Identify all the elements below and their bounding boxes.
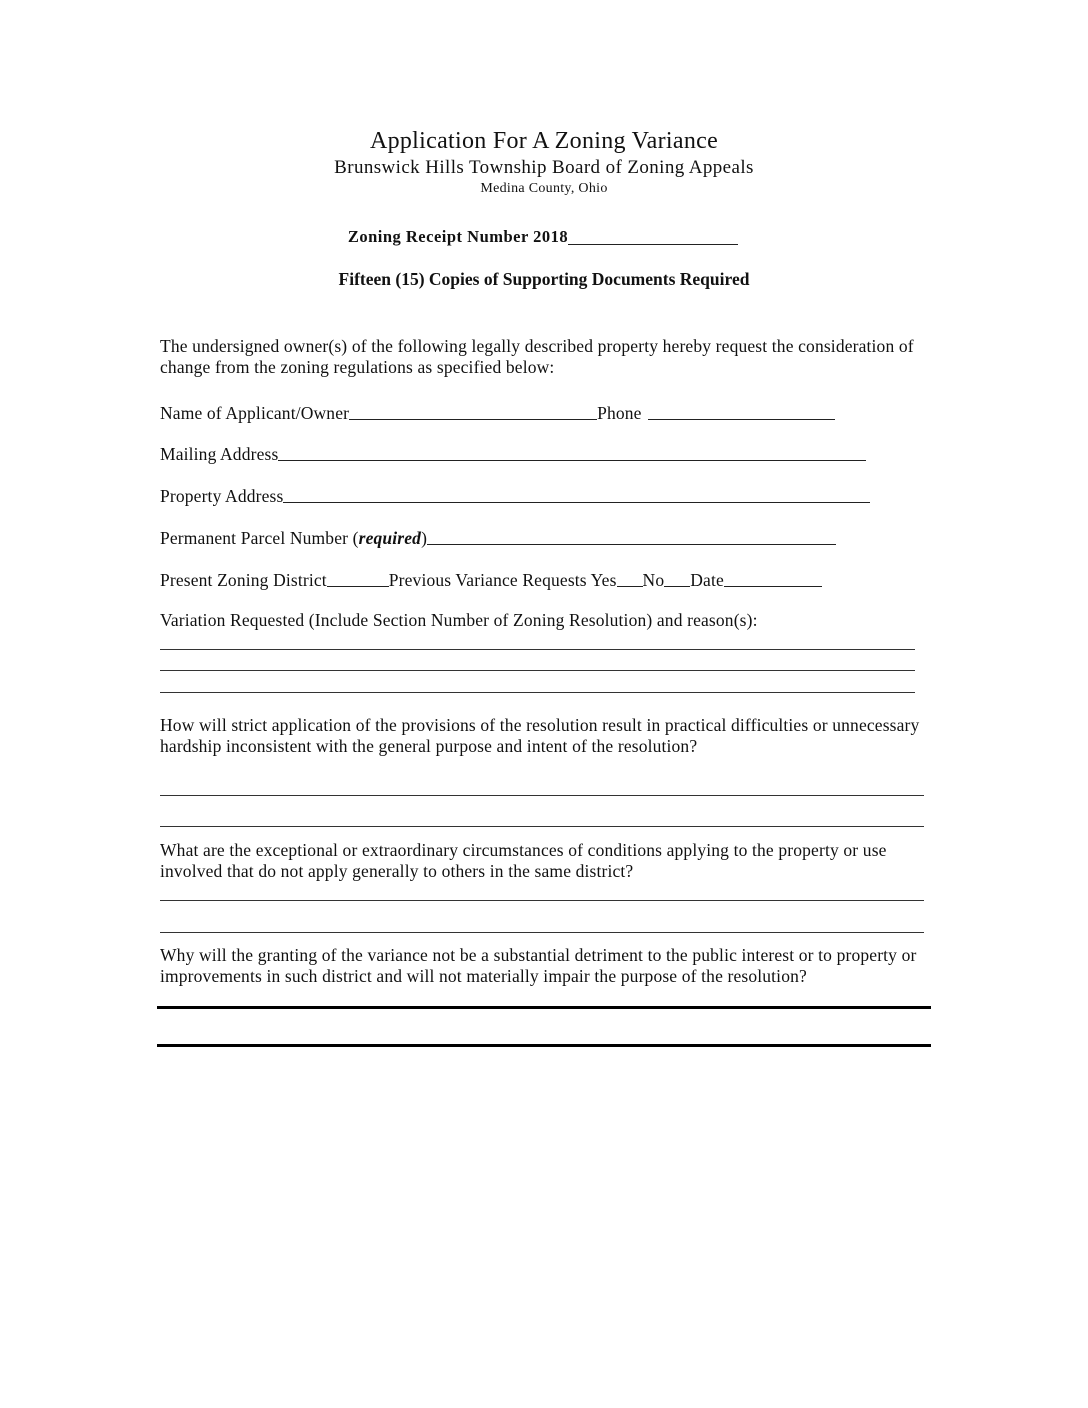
question-variation: Variation Requested (Include Section Number of Zoning Resolution) and reason(s): bbox=[160, 610, 758, 630]
county-label: Medina County, Ohio bbox=[480, 181, 608, 196]
zoning-row bbox=[160, 569, 822, 591]
date-label: Date bbox=[690, 570, 724, 590]
page-subtitle: Brunswick Hills Township Board of Zoning Appeals bbox=[334, 157, 754, 178]
mailing-field[interactable] bbox=[278, 444, 866, 461]
parcel-label: Permanent Parcel Number ( bbox=[160, 528, 359, 548]
detriment-answer-line-2[interactable] bbox=[157, 1044, 931, 1047]
previous-yes-field[interactable] bbox=[617, 570, 643, 587]
phone-label: Phone bbox=[597, 403, 642, 423]
variation-answer-line-2[interactable] bbox=[160, 670, 915, 671]
circumstances-answer-line-1[interactable] bbox=[160, 900, 924, 901]
circumstances-answer-line-2[interactable] bbox=[160, 932, 924, 933]
parcel-field[interactable] bbox=[427, 528, 836, 545]
previous-requests-label: Previous Variance Requests Yes bbox=[388, 570, 617, 590]
variation-answer-line-3[interactable] bbox=[160, 692, 915, 693]
question-detriment: Why will the granting of the variance not be a substantial detriment to the public interest or to property or improvements in such district and will not materially impair the purpose of the resolution? bbox=[160, 945, 917, 986]
question-circumstances: What are the exceptional or extraordinary circumstances of conditions applying to the property or use involved that do not apply generally to others in the same district? bbox=[160, 840, 887, 881]
property-row bbox=[160, 485, 870, 507]
mailing-label: Mailing Address bbox=[160, 444, 279, 464]
mailing-row bbox=[160, 443, 866, 465]
copies-notice: Fifteen (15) Copies of Supporting Documents Required bbox=[338, 269, 750, 289]
receipt-number-row bbox=[0, 227, 1088, 247]
applicant-row bbox=[160, 402, 835, 424]
zoning-district-field[interactable] bbox=[327, 570, 389, 587]
property-label: Property Address bbox=[160, 486, 284, 506]
parcel-required-label: required bbox=[358, 528, 422, 548]
receipt-number-label: Zoning Receipt Number 2018 bbox=[347, 227, 569, 246]
zoning-district-label: Present Zoning District bbox=[160, 570, 327, 590]
detriment-answer-line-1[interactable] bbox=[157, 1006, 931, 1009]
question-hardship: How will strict application of the provisions of the resolution result in practical difficulties or unnecessary hardship inconsistent with the general purpose and intent of the resolution? bbox=[160, 715, 920, 756]
hardship-answer-line-2[interactable] bbox=[160, 826, 924, 827]
no-label: No bbox=[642, 570, 665, 590]
applicant-label: Name of Applicant/Owner bbox=[160, 403, 350, 423]
property-field[interactable] bbox=[283, 486, 870, 503]
phone-field[interactable] bbox=[648, 403, 835, 420]
parcel-row bbox=[160, 527, 836, 549]
previous-no-field[interactable] bbox=[664, 570, 690, 587]
applicant-field[interactable] bbox=[349, 403, 597, 420]
page-title: Application For A Zoning Variance bbox=[369, 128, 719, 154]
receipt-number-field[interactable] bbox=[568, 228, 738, 245]
intro-paragraph: The undersigned owner(s) of the following legally described property hereby request the consideration of change from the zoning regulations as specified below: bbox=[160, 336, 914, 377]
parcel-label-close: ) bbox=[421, 528, 428, 548]
date-field[interactable] bbox=[724, 570, 822, 587]
variation-answer-line-1[interactable] bbox=[160, 649, 915, 650]
hardship-answer-line-1[interactable] bbox=[160, 795, 924, 796]
